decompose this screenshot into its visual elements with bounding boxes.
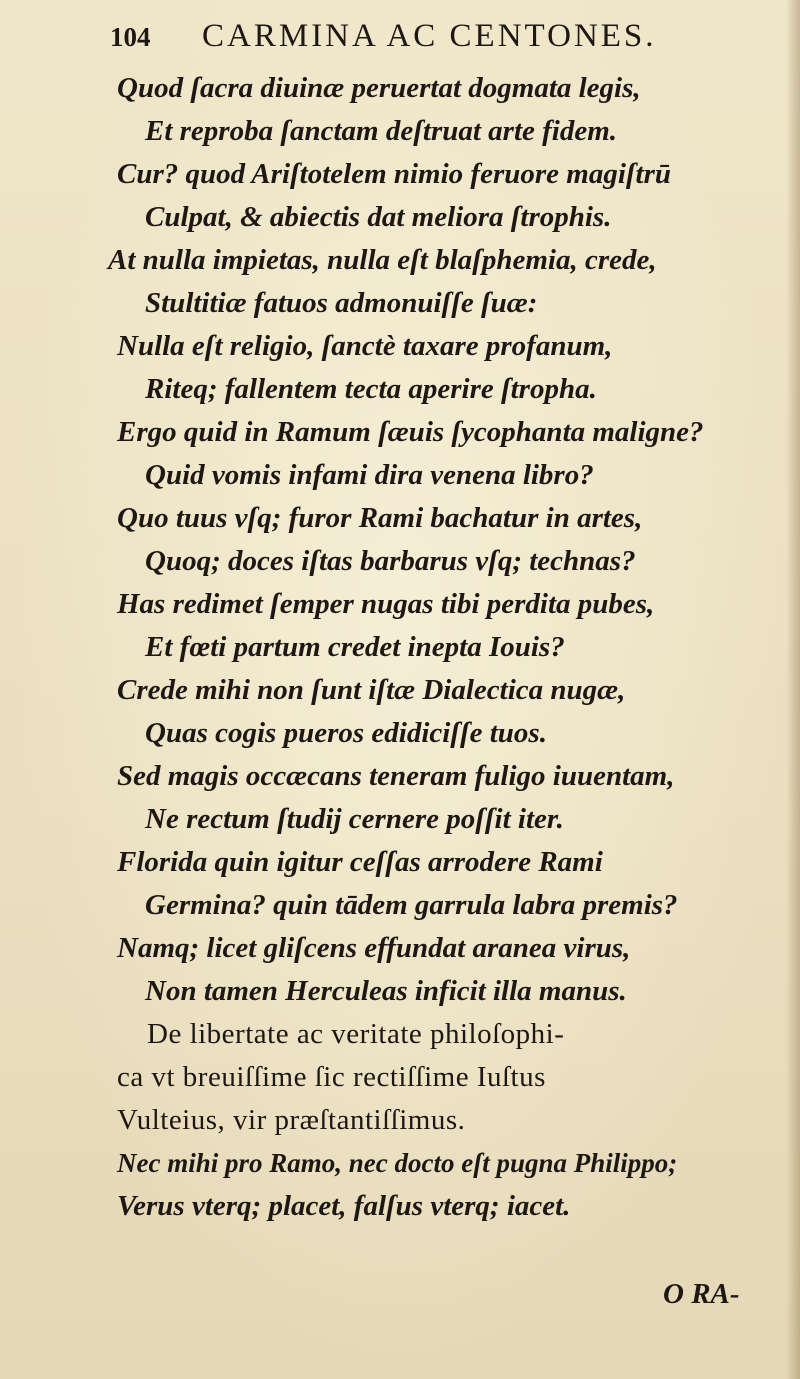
verse-line: Non tamen Herculeas inficit illa manus. <box>145 975 627 1007</box>
verse-line: Ergo quid in Ramum ſæuis ſycophanta maligne? <box>117 416 704 448</box>
running-head: CARMINA AC CENTONES. <box>202 18 657 54</box>
catchword: O RA- <box>663 1278 740 1310</box>
verse-line: Cur? quod Ariſtotelem nimio feruore magiſtrū <box>117 158 672 190</box>
verse-line: Verus vterq; placet, falſus vterq; iacet. <box>117 1190 571 1222</box>
verse-line: Riteq; fallentem tecta aperire ſtropha. <box>145 373 597 405</box>
verse-line: Has redimet ſemper nugas tibi perdita pubes, <box>117 588 655 620</box>
verse-line: Quas cogis pueros edidiciſſe tuos. <box>145 717 547 749</box>
verse-line: Crede mihi non ſunt iſtæ Dialectica nugæ, <box>117 674 626 706</box>
verse-line: Nulla eſt religio, ſanctè taxare profanum, <box>117 330 613 362</box>
verse-line: At nulla impietas, nulla eſt blaſphemia, crede, <box>108 244 657 276</box>
verse-line: Quid vomis infami dira venena libro? <box>145 459 594 491</box>
prose-line: ca vt breuiſſime ſic rectiſſime Iuſtus <box>117 1061 546 1093</box>
verse-line: Quoq; doces iſtas barbarus vſq; technas? <box>145 545 636 577</box>
verse-line: Quod ſacra diuinæ peruertat dogmata legis, <box>117 72 641 104</box>
verse-line: Sed magis occæcans teneram fuligo iuuentam, <box>117 760 675 792</box>
verse-line: Nec mihi pro Ramo, nec docto eſt pugna Philippo; <box>117 1148 678 1178</box>
verse-line: Et fœti partum credet inepta Iouis? <box>145 631 565 663</box>
verse-line: Ne rectum ſtudij cernere poſſit iter. <box>145 803 564 835</box>
verse-line: Germina? quin tādem garrula labra premis? <box>145 889 678 921</box>
verse-line: Stultitiæ fatuos admonuiſſe ſuæ: <box>145 287 538 319</box>
verse-line: Et reproba ſanctam deſtruat arte fidem. <box>145 115 618 147</box>
page-number: 104 <box>110 22 151 52</box>
verse-line: Quo tuus vſq; furor Rami bachatur in artes, <box>117 502 643 534</box>
prose-line: De libertate ac veritate philoſophi- <box>147 1018 565 1050</box>
verse-line: Florida quin igitur ceſſas arrodere Rami <box>117 846 603 878</box>
verse-line: Namq; licet gliſcens effundat aranea virus, <box>117 932 631 964</box>
prose-line: Vulteius, vir præſtantiſſimus. <box>117 1104 466 1136</box>
verse-line: Culpat, & abiectis dat meliora ſtrophis. <box>145 201 612 233</box>
